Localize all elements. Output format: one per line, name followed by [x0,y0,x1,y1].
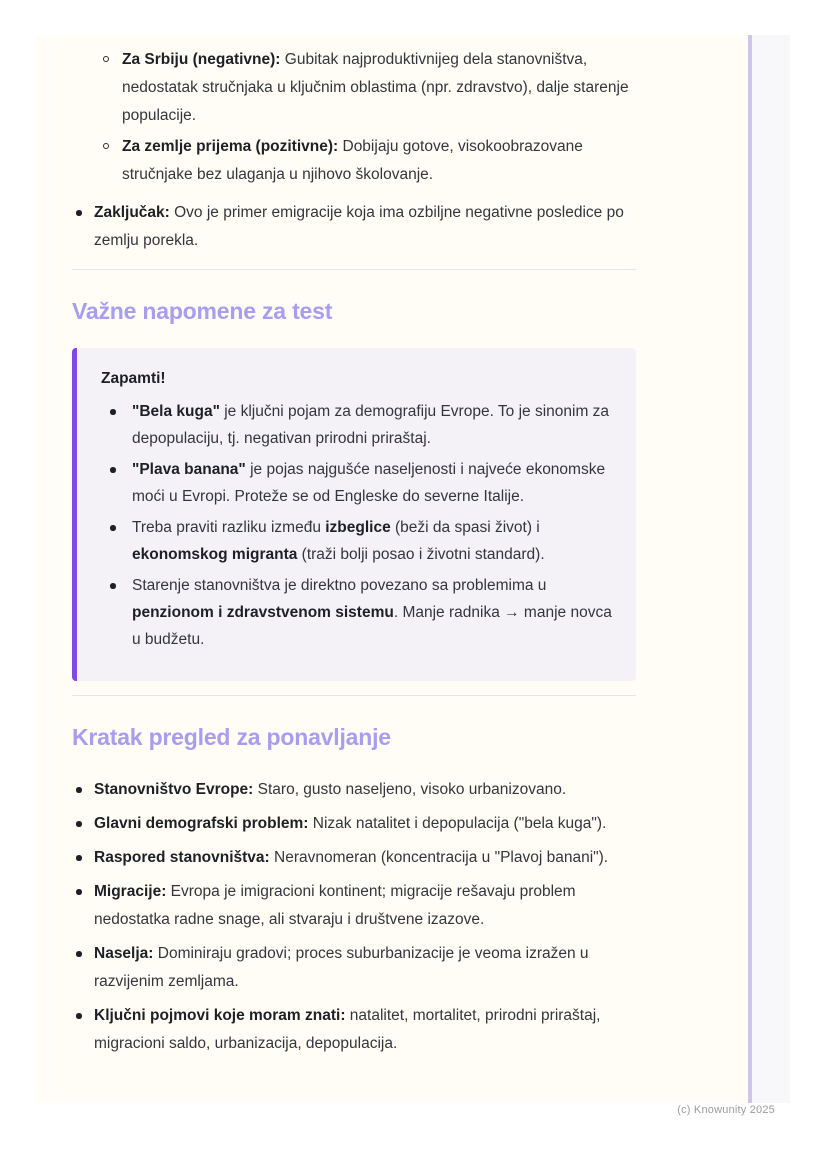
section-divider [72,695,636,696]
bullet-icon [76,210,82,216]
section-title-notes: Važne napomene za test [72,298,333,324]
list-item-text: Glavni demografski problem: Nizak natalitet i depopulacija ("bela kuga"). [94,815,607,832]
list-item [72,46,636,130]
list-item [72,199,636,255]
remember-callout [72,348,636,681]
list-item-text: Zaključak: Ovo je primer emigracije koja ima ozbiljne negativne posledice po zemlju porekla. [94,204,624,249]
scrollbar-track[interactable] [752,35,790,1103]
bullet-icon [76,1013,82,1019]
bullet-icon [76,889,82,895]
emigration-consequences-sublist [72,46,636,189]
bullet-icon [76,951,82,957]
list-item-text: "Bela kuga" je ključni pojam za demografiju Evrope. To je sinonim za depopulaciju, tj. negativan prirodni priraštaj. [132,403,610,447]
list-item-text: Raspored stanovništva: Neravnomeran (koncentracija u "Plavoj banani"). [94,849,609,866]
list-item [72,133,636,189]
list-item [72,844,636,872]
section-title-review: Kratak pregled za ponavljanje [72,724,391,750]
list-item [101,514,612,568]
list-item-text: Treba praviti razliku između izbeglice (beži da spasi život) i ekonomskog migranta (traži bolji posao i životni standard). [132,519,545,563]
list-item [101,572,612,653]
bullet-icon [76,855,82,861]
list-item [72,940,636,996]
list-item [72,776,636,804]
list-item [72,1002,636,1058]
list-item-text: Stanovništvo Evrope: Staro, gusto naseljeno, visoko urbanizovano. [94,781,567,798]
bullet-icon [110,583,116,589]
list-item [101,456,612,510]
list-item [101,398,612,452]
list-item-text: Za zemlje prijema (pozitivne): Dobijaju gotove, visokoobrazovane stručnjake bez ulaganja u njihovo školovanje. [122,138,583,183]
document-card [36,35,790,1103]
bullet-icon [103,143,109,149]
bullet-icon [103,56,109,62]
review-list [72,776,636,1058]
bullet-icon [110,467,116,473]
bullet-icon [76,787,82,793]
bullet-icon [76,821,82,827]
list-item-text: Naselja: Dominiraju gradovi; proces suburbanizacije je veoma izražen u razvijenim zemljama. [94,945,589,990]
list-item [72,878,636,934]
list-item [72,810,636,838]
bullet-icon [110,409,116,415]
list-item-text: Migracije: Evropa je imigracioni kontinent; migracije rešavaju problem nedostatka radne snage, ali stvaraju i društvene izazove. [94,883,576,928]
section-divider [72,269,636,270]
conclusion-list [72,199,636,255]
copyright-text: (c) Knowunity 2025 [677,1104,775,1116]
document-content [72,46,636,1064]
callout-title: Zapamti! [101,370,166,387]
list-item-text: Ključni pojmovi koje moram znati: natalitet, mortalitet, prirodni priraštaj, migracioni saldo, urbanizacija, depopulacija. [94,1007,601,1052]
bullet-icon [110,525,116,531]
callout-list [101,398,612,653]
list-item-text: Za Srbiju (negativne): Gubitak najproduktivnijeg dela stanovništva, nedostatak stručnjaka u ključnim oblastima (npr. zdravstvo), dalje starenje populacije. [122,51,629,124]
list-item-text: Starenje stanovništva je direktno povezano sa problemima u penzionom i zdravstvenom sistemu. Manje radnika → manje novca u budžetu. [132,577,612,648]
list-item-text: "Plava banana" je pojas najgušće naseljenosti i najveće ekonomske moći u Evropi. Proteže se od Engleske do severne Italije. [132,461,606,505]
